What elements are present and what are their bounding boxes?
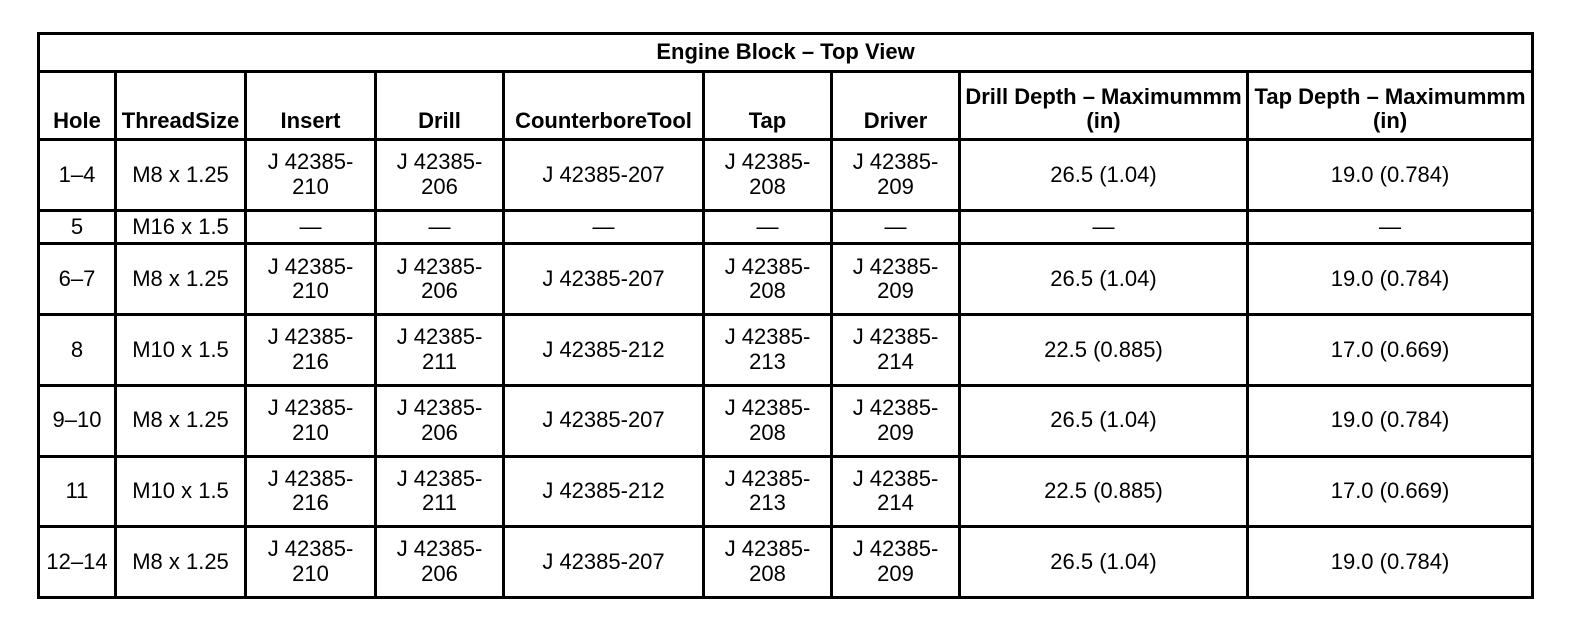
cell-insert: J 42385-216 xyxy=(246,456,376,527)
cell-insert: J 42385-216 xyxy=(246,315,376,386)
cell-thread-size: M8 x 1.25 xyxy=(116,527,246,598)
cell-drill: J 42385-211 xyxy=(376,315,504,386)
table-title: Engine Block – Top View xyxy=(39,34,1533,72)
table-row xyxy=(39,456,1533,527)
table-row xyxy=(39,315,1533,386)
cell-drill-depth: 22.5 (0.885) xyxy=(960,315,1248,386)
cell-drill: J 42385-206 xyxy=(376,385,504,456)
cell-tap: — xyxy=(704,210,832,244)
cell-drill-depth: 26.5 (1.04) xyxy=(960,140,1248,211)
cell-insert: J 42385-210 xyxy=(246,385,376,456)
table-row xyxy=(39,244,1533,315)
header-insert xyxy=(246,72,376,140)
cell-tap: J 42385-208 xyxy=(704,140,832,211)
cell-counterbore: — xyxy=(504,210,704,244)
header-thread-size xyxy=(116,72,246,140)
cell-drill: J 42385-206 xyxy=(376,244,504,315)
cell-tap: J 42385-208 xyxy=(704,385,832,456)
cell-drill: J 42385-211 xyxy=(376,456,504,527)
header-tap-depth xyxy=(1248,72,1533,140)
cell-hole: 6–7 xyxy=(39,244,116,315)
cell-tap: J 42385-213 xyxy=(704,315,832,386)
cell-hole: 11 xyxy=(39,456,116,527)
cell-thread-size: M8 x 1.25 xyxy=(116,244,246,315)
cell-counterbore: J 42385-212 xyxy=(504,456,704,527)
header-thread-size-line2: Size xyxy=(195,108,240,134)
cell-thread-size: M16 x 1.5 xyxy=(116,210,246,244)
table-row xyxy=(39,527,1533,598)
table-row xyxy=(39,140,1533,211)
header-tap-depth-line2: mm (in) xyxy=(1372,83,1526,134)
cell-tap-depth: 17.0 (0.669) xyxy=(1248,315,1533,386)
table-row xyxy=(39,385,1533,456)
cell-counterbore: J 42385-207 xyxy=(504,140,704,211)
header-drill-depth xyxy=(960,72,1248,140)
header-thread-size-line1: Thread xyxy=(121,108,196,134)
cell-counterbore: J 42385-207 xyxy=(504,244,704,315)
cell-tap-depth: 19.0 (0.784) xyxy=(1248,140,1533,211)
cell-driver: J 42385-209 xyxy=(832,140,960,211)
cell-hole: 8 xyxy=(39,315,116,386)
cell-driver: J 42385-209 xyxy=(832,527,960,598)
cell-drill-depth: 26.5 (1.04) xyxy=(960,527,1248,598)
cell-hole: 1–4 xyxy=(39,140,116,211)
header-drill-line2: Drill xyxy=(418,108,461,134)
header-hole xyxy=(39,72,116,140)
cell-driver: J 42385-209 xyxy=(832,244,960,315)
cell-insert: — xyxy=(246,210,376,244)
header-drill xyxy=(376,72,504,140)
cell-insert: J 42385-210 xyxy=(246,244,376,315)
cell-insert: J 42385-210 xyxy=(246,527,376,598)
header-driver-line2: Driver xyxy=(863,108,928,134)
cell-tap-depth: 19.0 (0.784) xyxy=(1248,244,1533,315)
cell-insert: J 42385-210 xyxy=(246,140,376,211)
cell-drill-depth: 26.5 (1.04) xyxy=(960,244,1248,315)
header-insert-line2: Insert xyxy=(280,108,341,134)
cell-tap: J 42385-208 xyxy=(704,244,832,315)
cell-drill-depth: 22.5 (0.885) xyxy=(960,456,1248,527)
cell-hole: 12–14 xyxy=(39,527,116,598)
header-counterbore-tool-line1: Counterbore xyxy=(515,108,648,134)
cell-drill-depth: 26.5 (1.04) xyxy=(960,385,1248,456)
cell-thread-size: M8 x 1.25 xyxy=(116,140,246,211)
table-row xyxy=(39,210,1533,244)
cell-counterbore: J 42385-207 xyxy=(504,385,704,456)
cell-tap: J 42385-213 xyxy=(704,456,832,527)
cell-thread-size: M8 x 1.25 xyxy=(116,385,246,456)
table-body xyxy=(39,140,1533,598)
cell-counterbore: J 42385-212 xyxy=(504,315,704,386)
header-tap-line2: Tap xyxy=(748,108,787,134)
header-drill-depth-line2: mm (in) xyxy=(1086,83,1242,134)
cell-driver: J 42385-214 xyxy=(832,315,960,386)
cell-tap: J 42385-208 xyxy=(704,527,832,598)
cell-thread-size: M10 x 1.5 xyxy=(116,315,246,386)
cell-hole: 9–10 xyxy=(39,385,116,456)
cell-thread-size: M10 x 1.5 xyxy=(116,456,246,527)
header-driver xyxy=(832,72,960,140)
header-counterbore-tool-line2: Tool xyxy=(647,108,692,134)
header-drill-depth-line1: Drill Depth – Maximum xyxy=(965,83,1203,109)
cell-tap-depth: 19.0 (0.784) xyxy=(1248,527,1533,598)
cell-driver: — xyxy=(832,210,960,244)
header-hole-line2: Hole xyxy=(53,108,101,134)
header-tap-depth-line1: Tap Depth – Maximum xyxy=(1254,83,1487,109)
cell-hole: 5 xyxy=(39,210,116,244)
cell-tap-depth: — xyxy=(1248,210,1533,244)
table-header-row xyxy=(39,72,1533,140)
cell-driver: J 42385-214 xyxy=(832,456,960,527)
header-tap xyxy=(704,72,832,140)
header-counterbore-tool xyxy=(504,72,704,140)
cell-tap-depth: 19.0 (0.784) xyxy=(1248,385,1533,456)
cell-drill-depth: — xyxy=(960,210,1248,244)
cell-drill: J 42385-206 xyxy=(376,140,504,211)
engine-block-tool-table xyxy=(37,32,1534,599)
cell-counterbore: J 42385-207 xyxy=(504,527,704,598)
cell-drill: J 42385-206 xyxy=(376,527,504,598)
cell-driver: J 42385-209 xyxy=(832,385,960,456)
cell-drill: — xyxy=(376,210,504,244)
cell-tap-depth: 17.0 (0.669) xyxy=(1248,456,1533,527)
